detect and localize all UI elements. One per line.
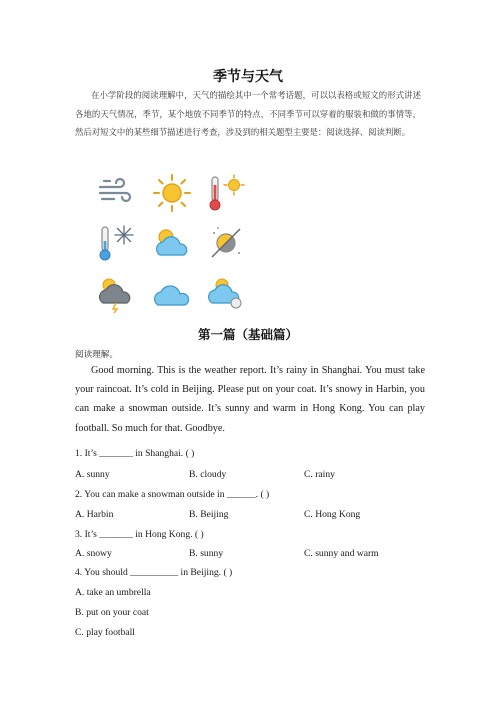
question-2-option-b: B. Beijing [189,509,229,520]
question-2: 2. You can make a snowman outside in ______. ( ) [75,489,270,500]
question-2-option-c: C. Hong Kong [304,509,361,520]
thermometer-snow-icon [96,223,136,263]
question-3-option-a: A. snowy [75,548,112,559]
section-label: 阅读理解。 [75,350,118,360]
question-1-option-a: A. sunny [75,469,110,480]
storm-cloud-icon [96,273,136,313]
question-4-option-a: A. take an umbrella [75,587,151,598]
question-3-option-c: C. sunny and warm [304,548,379,559]
question-3: 3. It’s _______ in Hong Kong. ( ) [75,529,204,540]
question-1-option-b: B. cloudy [189,469,227,480]
question-1: 1. It’s _______ in Shanghai. ( ) [75,448,195,459]
sun-icon [152,173,192,213]
question-4: 4. You should __________ in Beijing. ( ) [75,567,233,578]
wind-icon [96,173,136,213]
section-title: 第一篇（基础篇） [197,327,298,342]
question-4-option-b: B. put on your coat [75,607,149,618]
page-title: 季节与天气 [213,69,283,85]
cloud-icon [152,273,192,313]
question-3-option-b: B. sunny [189,548,224,559]
reading-passage: Good morning. This is the weather report. It’s rainy in Shanghai. You must take your raincoat. It’s cold in Beijing. Please put on your coat. It’s snowy in Harbin, you can make a snowman outside. It’s sunny and warm in Hong Kong. You can play football. So much for that. Goodbye. [75,365,425,434]
intro-paragraph: 在小学阶段的阅读理解中，天气的描绘其中一个常考话题，可以以表格或短文的形式讲述各地的天气情况，季节，某个地放不同季节的特点，不同季节可以穿着的服装和做的事情等，然后对短文中的某些细节描述进行考查，涉及到的相关题型主要是：阅读选择、阅读判断。 [75,90,421,137]
thermometer-hot-icon [206,173,246,213]
day-night-icon [206,223,246,263]
partly-cloudy-icon [152,223,192,263]
question-1-option-c: C. rainy [304,469,335,480]
question-2-option-a: A. Harbin [75,509,114,520]
question-4-option-c: C. play football [75,627,135,638]
cloudy-moon-icon [206,273,246,313]
weather-icon-grid [96,173,252,313]
